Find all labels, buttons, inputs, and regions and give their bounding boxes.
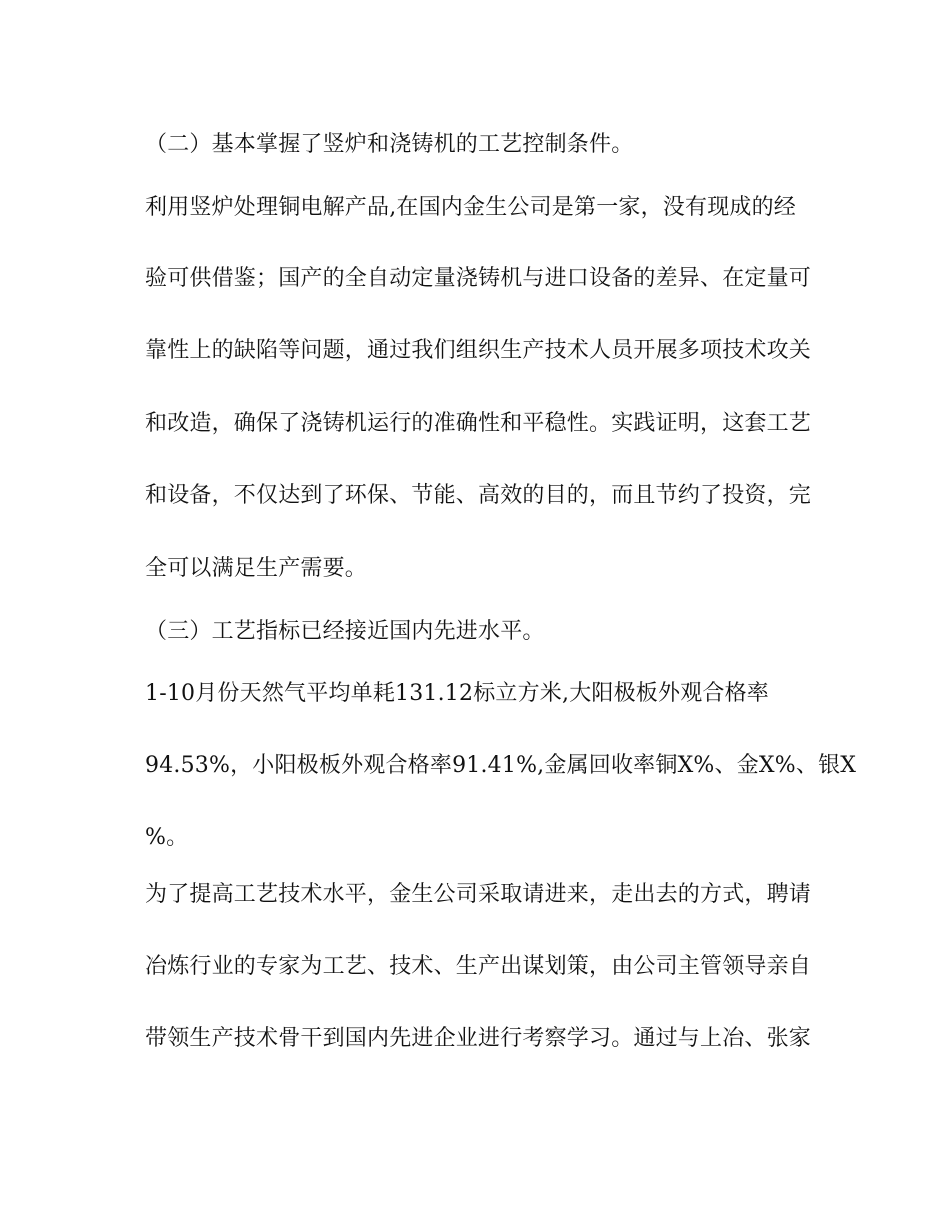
paragraph-line: 和改造，确保了浇铸机运行的准确性和平稳性。实践证明，这套工艺 xyxy=(145,411,812,436)
paragraph-line: 冶炼行业的专家为工艺、技术、生产出谋划策，由公司主管领导亲自 xyxy=(145,954,812,979)
paragraph-line: 利用竖炉处理铜电解产品,在国内金生公司是第一家，没有现成的经 xyxy=(145,195,796,220)
paragraph-line: %。 xyxy=(145,825,189,850)
paragraph-line: 验可供借鉴；国产的全自动定量浇铸机与进口设备的差异、在定量可 xyxy=(145,266,812,291)
paragraph-line: 94.53%，小阳极板外观合格率91.41%,金属回收率铜X%、金X%、银X xyxy=(145,753,857,778)
paragraph-line: 和设备，不仅达到了环保、节能、高效的目的，而且节约了投资，完 xyxy=(145,483,812,508)
paragraph-line: 1-10月份天然气平均单耗131.12标立方米,大阳极板外观合格率 xyxy=(145,681,769,706)
section-heading-2: （二）基本掌握了竖炉和浇铸机的工艺控制条件。 xyxy=(145,132,634,157)
paragraph-line: 带领生产技术骨干到国内先进企业进行考察学习。通过与上冶、张家 xyxy=(145,1026,812,1051)
paragraph-line: 为了提高工艺技术水平，金生公司采取请进来，走出去的方式，聘请 xyxy=(145,882,812,907)
section-heading-3: （三）工艺指标已经接近国内先进水平。 xyxy=(145,619,545,644)
paragraph-line: 靠性上的缺陷等问题，通过我们组织生产技术人员开展多项技术攻关 xyxy=(145,338,812,363)
paragraph-line: 全可以满足生产需要。 xyxy=(145,556,368,581)
